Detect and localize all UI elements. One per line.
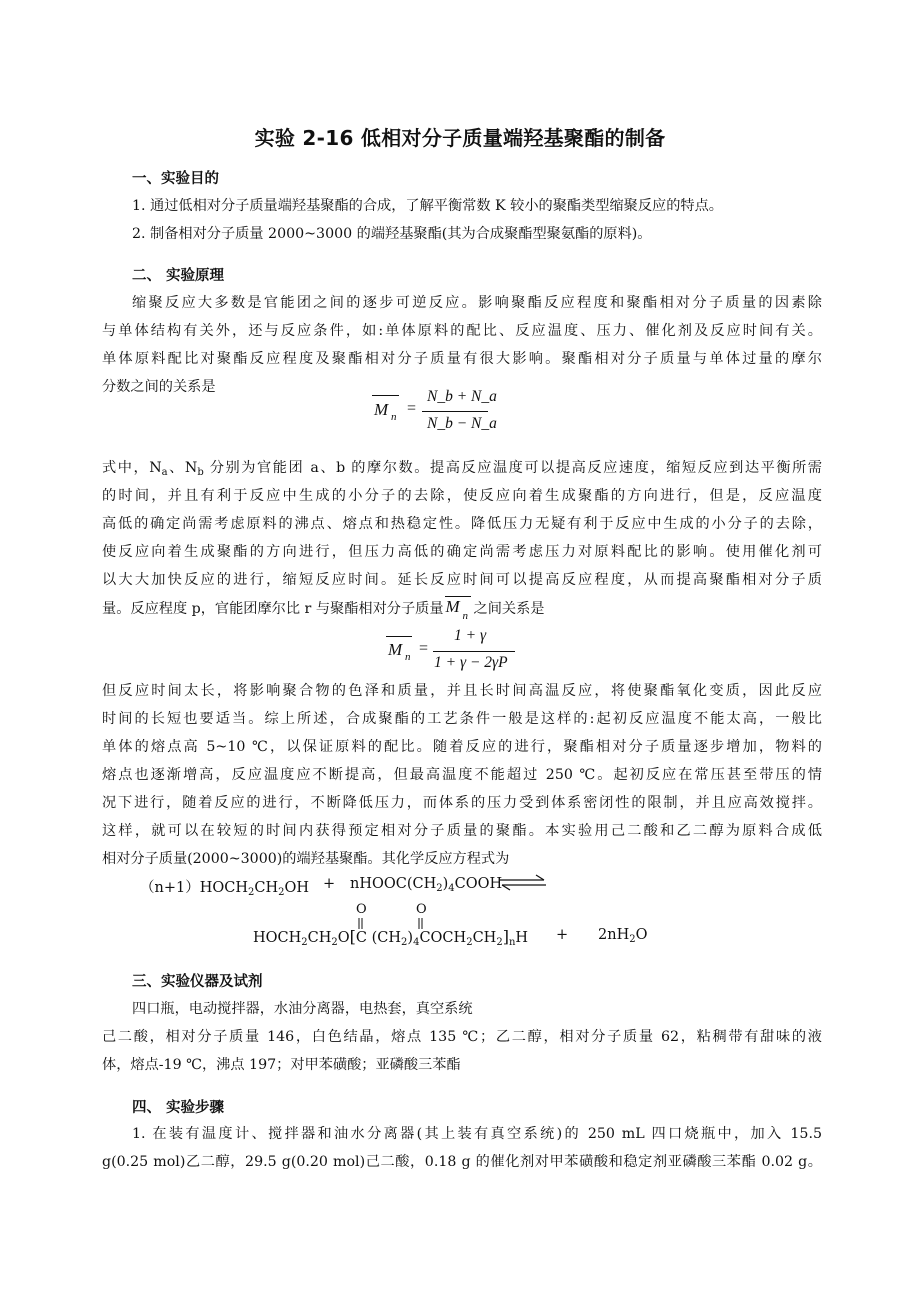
section-heading-purpose: 一、实验目的 <box>132 171 219 187</box>
principle-para3-line: 时间的长短也要适当。综上所述，合成聚酯的工艺条件一般是这样的:起初反应温度不能太高，一般比 <box>102 711 822 727</box>
principle-para3-line: 单体的熔点高 5~10 ℃，以保证原料的配比。随着反应的进行，聚酯相对分子质量逐步增加，物料的 <box>102 739 822 755</box>
formula1-numerator: N_b + N_a <box>427 388 497 405</box>
principle-para3-line: 这样，就可以在较短的时间内获得预定相对分子质量的聚酯。本实验用己二酸和乙二醇为原料合成低 <box>102 823 822 839</box>
principle-para1-line: 缩聚反应大多数是官能团之间的逐步可逆反应。影响聚酯反应程度和聚酯相对分子质量的因素除 <box>132 295 822 311</box>
reaction-plus-2: + <box>556 927 569 943</box>
section-heading-procedure: 四、 实验步骤 <box>132 1100 225 1116</box>
principle-para2-line: 高低的确定尚需考虑原料的沸点、熔点和热稳定性。降低压力无疑有利于反应中生成的小分子的去除， <box>102 516 822 532</box>
section-heading-apparatus: 三、实验仪器及试剂 <box>132 974 263 990</box>
reaction-product-water: $2nH_2O$ <box>598 927 648 945</box>
reaction-reactant-1: $(n+1)HOCH_2CH_2OH$ <box>140 880 310 898</box>
formula1-lhs: M <box>374 400 389 419</box>
principle-para2-line: 使反应向着生成聚酯的方向进行，但压力高低的确定尚需考虑压力对原料配比的影响。使用催化剂可 <box>102 544 822 560</box>
principle-para1-line: 单体原料配比对聚酯反应程度及聚酯相对分子质量有很大影响。聚酯相对分子质量与单体过量的摩尔 <box>102 351 822 367</box>
reagents-line: 己二酸，相对分子质量 146，白色结晶，熔点 135 ℃；乙二醇，相对分子质量 62，粘稠带有甜味的液 <box>102 1029 822 1045</box>
mn-symbol: M <box>445 597 460 616</box>
principle-para3-line: 熔点也逐渐增高，反应温度应不断提高，但最高温度不能超过 250 ℃。起初反应在常压甚至带压的情 <box>102 767 822 783</box>
principle-para3-line: 但反应时间太长，将影响聚合物的色泽和质量，并且长时间高温反应，将使聚酯氧化变质，因此反应 <box>102 683 822 699</box>
principle-para1-line: 分数之间的关系是 <box>102 379 216 395</box>
procedure-line: 1. 在装有温度计、搅拌器和油水分离器(其上装有真空系统)的 250 mL 四口烧瓶中，加入 15.5 <box>132 1126 822 1142</box>
formula-molecular-weight: M n = N_b + N_a N_b − N_a <box>374 388 497 432</box>
carbonyl-oxygen-1: O <box>356 902 367 917</box>
section-heading-principle: 二、 实验原理 <box>132 268 225 284</box>
principle-para2-last-line: 量。反应程度 p，官能团摩尔比 r 与聚酯相对分子质量 M n 之间关系是 <box>102 597 545 622</box>
principle-para3-line: 况下进行，随着反应的进行，不断降低压力，而体系的压力受到体系密闭性的限制，并且应高效搅拌。 <box>102 795 822 811</box>
principle-para3-line: 相对分子质量(2000~3000)的端羟基聚酯。其化学反应方程式为 <box>102 851 510 867</box>
reaction-product-polyester: $HOCH_2CH_2O[C$ $(CH_2)_4COCH_2CH_2]_nH$ <box>253 927 529 948</box>
reagents-line: 体，熔点-19 ℃，沸点 197；对甲苯磺酸；亚磷酸三苯酯 <box>102 1057 461 1073</box>
formula2-denominator: 1 + γ − 2γP <box>434 654 508 671</box>
carbonyl-oxygen-2: O <box>416 902 427 917</box>
procedure-line: g(0.25 mol)乙二醇，29.5 g(0.20 mol)己二酸，0.18 g 的催化剂对甲苯磺酸和稳定剂亚磷酸三苯酯 0.02 g。 <box>102 1154 822 1170</box>
purpose-item-1: 1. 通过低相对分子质量端羟基聚酯的合成，了解平衡常数 K 较小的聚酯类型缩聚反应的特点。 <box>132 198 723 214</box>
apparatus-line: 四口瓶，电动搅拌器，水油分离器，电热套，真空系统 <box>132 1001 473 1017</box>
principle-para1-line: 与单体结构有关外，还与反应条件，如:单体原料的配比、反应温度、压力、催化剂及反应时间有关。 <box>102 323 822 339</box>
principle-para2-line: 以大大加快反应的进行，缩短反应时间。延长反应时间可以提高反应程度，从而提高聚酯相对分子质 <box>102 572 822 588</box>
formula-degree-of-polymerization: M n = 1 + γ 1 + γ − 2γP <box>386 626 526 682</box>
page-title: 实验 2-16 低相对分子质量端羟基聚酯的制备 <box>254 126 666 150</box>
equilibrium-arrow-icon <box>498 874 548 892</box>
formula2-numerator: 1 + γ <box>454 627 487 644</box>
principle-para2-first-line: 式中，$N_a$、$N_b$ 分别为官能团 a、b 的摩尔数。提高反应温度可以提高反应速度，缩短反应到达平衡所需 <box>102 460 822 478</box>
reaction-reactant-2: $nHOOC(CH_2)_4COOH$ <box>350 876 503 894</box>
formula1-denominator: N_b − N_a <box>427 415 497 432</box>
purpose-item-2: 2. 制备相对分子质量 2000~3000 的端羟基聚酯(其为合成聚酯型聚氨酯的原料)。 <box>132 226 652 242</box>
reaction-plus: + <box>323 876 336 892</box>
formula1-lhs-sub: n <box>391 411 397 423</box>
principle-para2-line: 的时间，并且有利于反应中生成的小分子的去除，使反应向着生成聚酯的方向进行，但是，反应温度 <box>102 488 822 504</box>
